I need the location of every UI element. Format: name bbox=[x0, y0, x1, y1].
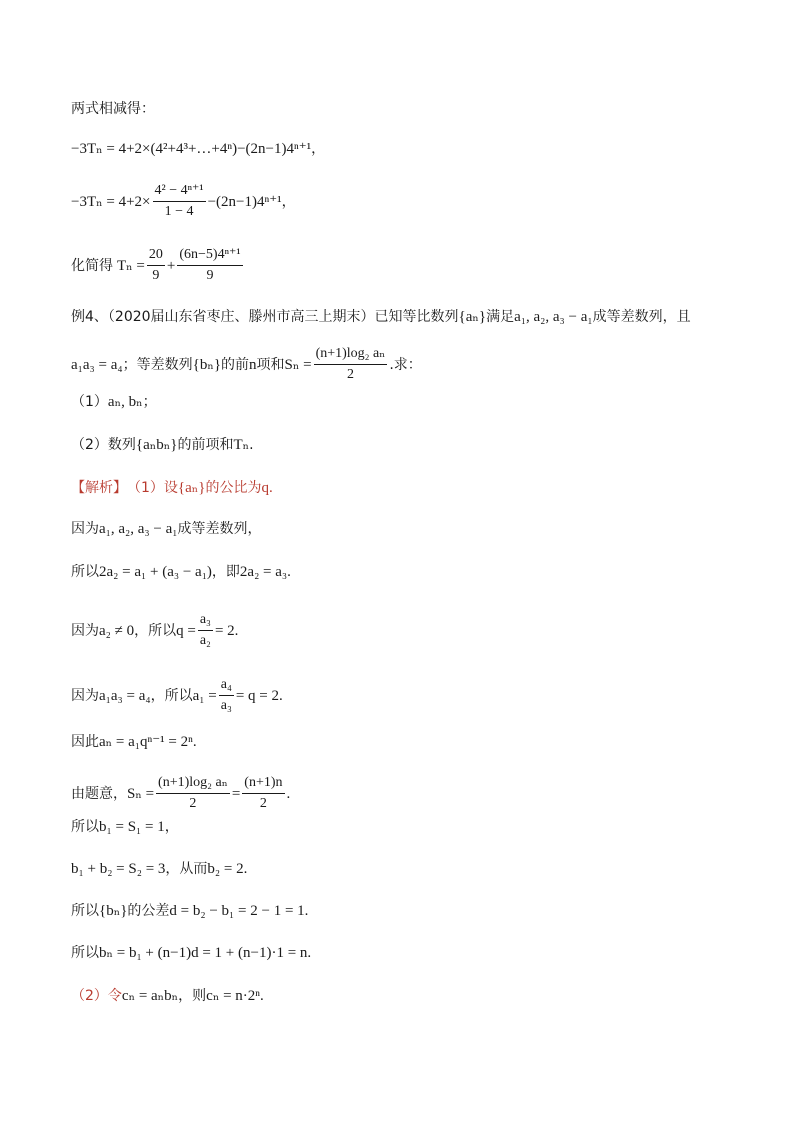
solution-step-10: 所以 bₙ = b₁ + (n−1)d = 1 + (n−1)·1 = n. bbox=[71, 945, 312, 961]
fraction-a1: $\frac{\text{a₄}}{\text{a₃}}$ bbox=[220, 677, 232, 713]
fraction-sn-log: $\frac{\text{(n+1)log₂ aₙ}}{2}$ bbox=[158, 775, 228, 811]
solution-step-9: 所以 {bₙ} 的公差 d = b₂ − b₁ = 2 − 1 = 1. bbox=[71, 903, 309, 919]
question-2: （2）数列 {aₙbₙ} 的前项和 Tₙ . bbox=[71, 437, 254, 453]
solution-part-2: （2）令 cₙ = aₙbₙ ，则 cₙ = n·2ⁿ. bbox=[71, 988, 264, 1004]
fraction-6n-5: $\frac{\text{(6n−5)4ⁿ⁺¹}}{9}$ bbox=[179, 247, 241, 283]
solution-step-4: 因为 a₁a₃ = a₄ ，所以 a₁ = $\frac{\text{a₄}}{\text{a₃}}$ = q = 2. bbox=[71, 677, 283, 713]
equation-subtract-2: −3Tₙ = 4+2× $\frac{\text{4² − 4ⁿ⁺¹}}{1 - 4}$ −(2n−1)4ⁿ⁺¹ ， bbox=[71, 183, 296, 219]
solution-header: 【解析】 （1）设 {aₙ} 的公比为 q. bbox=[71, 480, 273, 496]
subtract-text: 两式相减得： bbox=[71, 101, 155, 117]
fraction-sn-simplified: $\frac{(n+1)n}{2}$ bbox=[244, 775, 283, 811]
fraction-20-9: $\frac{20}{9}$ bbox=[148, 247, 163, 283]
solution-step-7: 所以 b₁ = S₁ = 1 ， bbox=[71, 819, 179, 835]
simplified-result: 化简得 Tₙ = $\frac{20}{9}$ + $\frac{\text{(6n−5)4ⁿ⁺¹}}{9}$ bbox=[71, 247, 241, 283]
solution-step-3: 因为 a₂ ≠ 0 ，所以 q = $\frac{\text{a₃}}{\text{a₂}}$ = 2. bbox=[71, 612, 239, 648]
question-1: （1） aₙ, bₙ ； bbox=[71, 394, 157, 410]
solution-step-6: 由题意， Sₙ = $\frac{\text{(n+1)log₂ aₙ}}{2}$ = $\frac{(n+1)n}{2}$ . bbox=[71, 775, 291, 811]
solution-step-2: 所以 2a₂ = a₁ + (a₃ − a₁) ，即 2a₂ = a₃. bbox=[71, 564, 291, 580]
example-4-header: 例4、（2020届山东省枣庄、滕州市高三上期末）已知等比数列 {aₙ} 满足 a₁, a₂, a₃ − a₁ 成等差数列，且 bbox=[71, 309, 691, 325]
solution-tag: 【解析】 bbox=[71, 480, 127, 496]
solution-step-1: 因为 a₁, a₂, a₃ − a₁ 成等差数列， bbox=[71, 521, 262, 537]
solution-step-5: 因此 aₙ = a₁qⁿ⁻¹ = 2ⁿ. bbox=[71, 734, 197, 750]
fraction-q: $\frac{\text{a₃}}{\text{a₂}}$ bbox=[199, 612, 211, 648]
equation-subtract-1: −3Tₙ = 4+2×(4²+4³+…+4ⁿ)−(2n−1)4ⁿ⁺¹ ， bbox=[71, 141, 326, 157]
fraction-geometric-sum: $\frac{\text{4² − 4ⁿ⁺¹}}{1 - 4}$ bbox=[154, 183, 204, 219]
solution-step-8: b₁ + b₂ = S₂ = 3 ，从而 b₂ = 2. bbox=[71, 861, 248, 877]
example-4-condition: a₁a₃ = a₄ ；等差数列 {bₙ} 的前 n 项和 Sₙ = $\frac{\text{(n+1)log₂ aₙ}}{2}$ .求： bbox=[71, 346, 422, 382]
fraction-sn: $\frac{\text{(n+1)log₂ aₙ}}{2}$ bbox=[315, 346, 386, 382]
